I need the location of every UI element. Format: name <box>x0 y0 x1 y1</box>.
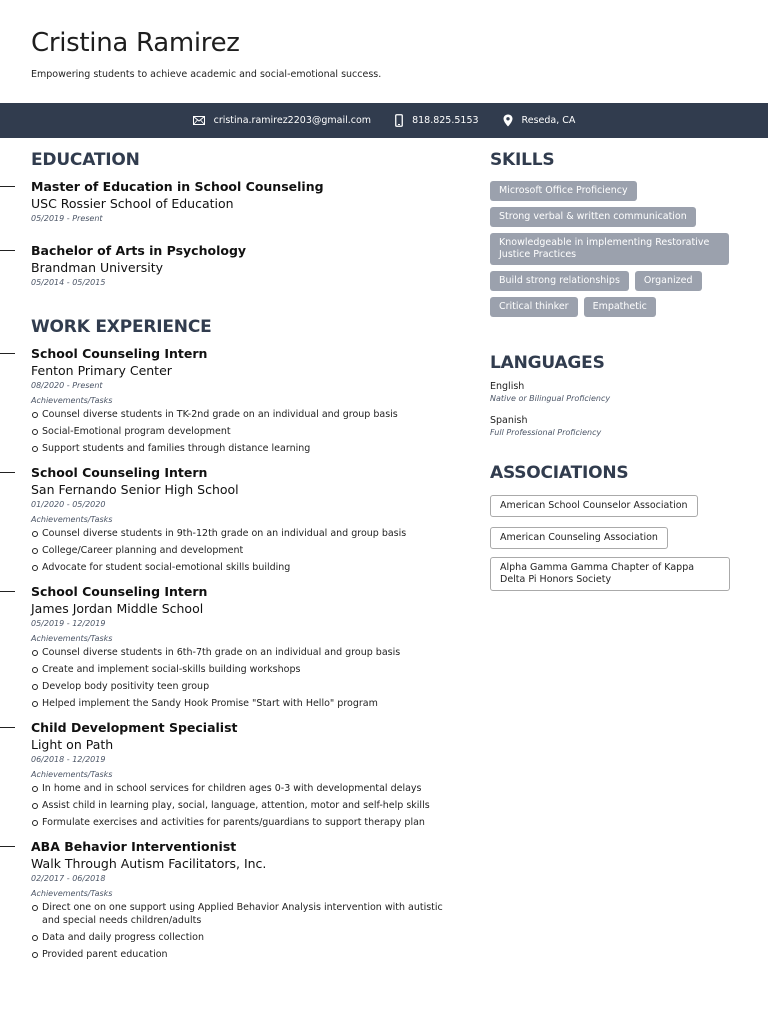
skills-list <box>490 181 735 323</box>
task-list <box>31 901 460 961</box>
work-entry <box>0 839 460 961</box>
task-item: Formulate exercises and activities for parents/guardians to support therapy plan <box>31 816 461 829</box>
skill-tag: Organized <box>635 271 702 291</box>
contact-bar <box>0 103 768 138</box>
language-level: Native or Bilingual Proficiency <box>490 394 611 403</box>
task-item: Social-Emotional program development <box>31 425 461 438</box>
language-entry <box>490 380 740 405</box>
task-item: Counsel diverse students in 9th-12th grade on an individual and group basis <box>31 527 461 540</box>
skill-tag: Strong verbal & written communication <box>490 207 696 227</box>
skills-heading: SKILLS <box>490 150 555 170</box>
education-entry <box>0 243 460 289</box>
job-dates: 01/2020 - 05/2020 <box>31 500 106 509</box>
task-item: Counsel diverse students in 6th-7th grade on an individual and group basis <box>31 646 461 659</box>
work-entry <box>0 465 460 574</box>
contact-email[interactable] <box>193 115 371 126</box>
contact-location <box>503 114 576 127</box>
task-list <box>31 408 460 455</box>
left-column <box>0 150 460 965</box>
work-entry <box>0 346 460 455</box>
work-entry <box>0 584 460 710</box>
work-entry <box>0 720 460 829</box>
location-text: Reseda, CA <box>521 115 576 126</box>
job-dates: 06/2018 - 12/2019 <box>31 755 106 764</box>
education-entry <box>0 179 460 225</box>
achievements-label: Achievements/Tasks <box>31 889 113 898</box>
skill-tag: Build strong relationships <box>490 271 629 291</box>
task-item: Assist child in learning play, social, language, attention, motor and self-help skills <box>31 799 461 812</box>
school: USC Rossier School of Education <box>31 196 234 211</box>
achievements-label: Achievements/Tasks <box>31 515 113 524</box>
task-item: Develop body positivity teen group <box>31 680 461 693</box>
job-dates: 08/2020 - Present <box>31 381 103 390</box>
mail-icon <box>193 116 205 125</box>
job-title: School Counseling Intern <box>31 584 208 599</box>
job-dates: 02/2017 - 06/2018 <box>31 874 106 883</box>
task-item: In home and in school services for children ages 0-3 with developmental delays <box>31 782 461 795</box>
job-title: ABA Behavior Interventionist <box>31 839 237 854</box>
task-list <box>31 646 460 710</box>
associations-list <box>490 493 740 599</box>
education-heading: EDUCATION <box>31 150 140 170</box>
location-pin-icon <box>503 114 513 127</box>
task-item: Direct one on one support using Applied Behavior Analysis intervention with autistic and special needs children/adults <box>31 901 461 927</box>
degree: Master of Education in School Counseling <box>31 179 324 194</box>
task-item: Provided parent education <box>31 948 461 961</box>
task-list <box>31 527 460 574</box>
association-tag: Alpha Gamma Gamma Chapter of Kappa Delta Pi Honors Society <box>490 557 730 591</box>
employer: Light on Path <box>31 737 114 752</box>
employer: Walk Through Autism Facilitators, Inc. <box>31 856 267 871</box>
task-item: Helped implement the Sandy Hook Promise "Start with Hello" program <box>31 697 461 710</box>
skill-tag: Microsoft Office Proficiency <box>490 181 637 201</box>
employer: San Fernando Senior High School <box>31 482 239 497</box>
education-dates: 05/2019 - Present <box>31 214 103 223</box>
achievements-label: Achievements/Tasks <box>31 634 113 643</box>
work-heading: WORK EXPERIENCE <box>31 317 212 337</box>
language-level: Full Professional Proficiency <box>490 428 602 437</box>
associations-heading: ASSOCIATIONS <box>490 463 629 483</box>
achievements-label: Achievements/Tasks <box>31 770 113 779</box>
skill-tag: Critical thinker <box>490 297 578 317</box>
skill-tag: Empathetic <box>584 297 656 317</box>
association-tag: American School Counselor Association <box>490 495 698 517</box>
school: Brandman University <box>31 260 164 275</box>
language-entry <box>490 414 740 439</box>
task-item: Counsel diverse students in TK-2nd grade on an individual and group basis <box>31 408 461 421</box>
job-title: School Counseling Intern <box>31 465 208 480</box>
employer: James Jordan Middle School <box>31 601 204 616</box>
language-name: Spanish <box>490 415 528 426</box>
skill-tag: Knowledgeable in implementing Restorative Justice Practices <box>490 233 729 265</box>
achievements-label: Achievements/Tasks <box>31 396 113 405</box>
language-name: English <box>490 381 525 392</box>
task-item: College/Career planning and development <box>31 544 461 557</box>
task-item: Advocate for student social-emotional skills building <box>31 561 461 574</box>
task-item: Support students and families through distance learning <box>31 442 461 455</box>
job-title: School Counseling Intern <box>31 346 208 361</box>
education-dates: 05/2014 - 05/2015 <box>31 278 106 287</box>
contact-phone[interactable] <box>395 114 478 127</box>
resume-header <box>31 28 381 80</box>
task-item: Create and implement social-skills building workshops <box>31 663 461 676</box>
languages-heading: LANGUAGES <box>490 353 605 373</box>
degree: Bachelor of Arts in Psychology <box>31 243 247 258</box>
candidate-name: Cristina Ramirez <box>31 28 240 58</box>
phone-text: 818.825.5153 <box>412 115 479 126</box>
employer: Fenton Primary Center <box>31 363 172 378</box>
task-list <box>31 782 460 829</box>
email-text: cristina.ramirez2203@gmail.com <box>213 115 372 126</box>
right-column <box>490 150 740 599</box>
phone-icon <box>395 114 403 127</box>
association-tag: American Counseling Association <box>490 527 668 549</box>
tagline: Empowering students to achieve academic and social-emotional success. <box>31 69 382 80</box>
task-item: Data and daily progress collection <box>31 931 461 944</box>
job-dates: 05/2019 - 12/2019 <box>31 619 106 628</box>
job-title: Child Development Specialist <box>31 720 238 735</box>
